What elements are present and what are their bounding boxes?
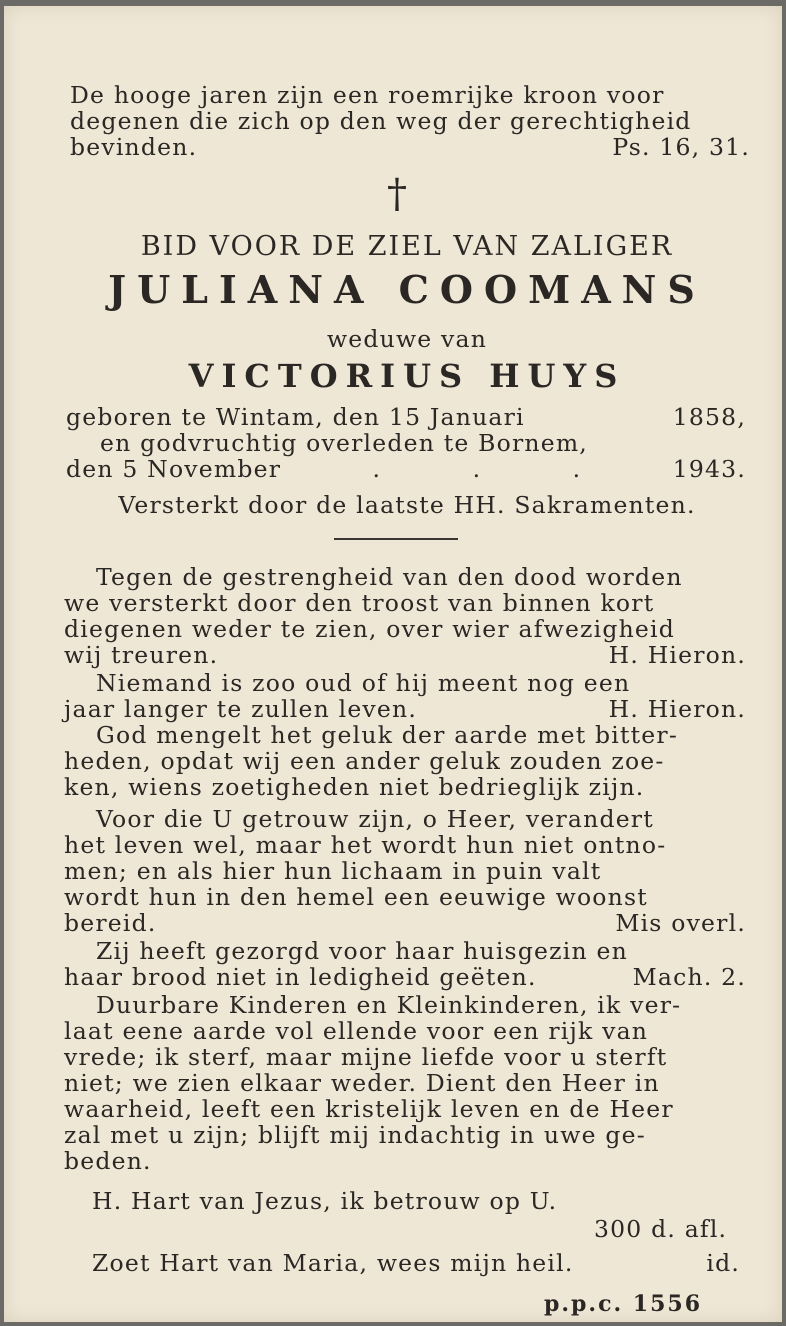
- quote-reference: Mach. 2.: [632, 963, 746, 991]
- epigraph-text-3: bevinden.: [70, 133, 198, 161]
- quote-line: we versterkt door den troost van binnen kort: [64, 589, 655, 617]
- quote-text: bereid.: [64, 909, 157, 937]
- husband-name: VICTORIUS HUYS: [188, 357, 626, 395]
- quote-line: God mengelt het geluk der aarde met bitter-: [96, 721, 678, 749]
- quote-end-line: [64, 910, 746, 936]
- birth-line: [66, 404, 746, 430]
- quote-line: heden, opdat wij een ander geluk zouden zoe-: [64, 747, 665, 775]
- quote-reference: H. Hieron.: [608, 695, 746, 723]
- quote-line: vrede; ik sterf, maar mijne liefde voor u sterft: [64, 1043, 668, 1071]
- death-date-text: den 5 November: [66, 455, 282, 483]
- quote-end-line: [64, 696, 746, 722]
- quote-end-line: [64, 642, 746, 668]
- memorial-card: [4, 6, 782, 1322]
- epigraph-line-1: [70, 82, 750, 108]
- quote-line: niet; we zien elkaar weder. Dient den Heer in: [64, 1069, 660, 1097]
- quote-line: waarheid, leeft een kristelijk leven en de Heer: [64, 1095, 674, 1123]
- quote-line: ken, wiens zoetigheden niet bedrieglijk zijn.: [64, 773, 645, 801]
- quote-line: het leven wel, maar het wordt hun niet ontno-: [64, 831, 667, 859]
- quote-end-line: [64, 964, 746, 990]
- birth-text: geboren te Wintam, den 15 Januari: [66, 403, 525, 431]
- deceased-name: JULIANA COOMANS: [108, 267, 706, 312]
- epigraph-text-1: De hooge jaren zijn een roemrijke kroon voor: [70, 81, 665, 109]
- death-date-line: [66, 456, 746, 482]
- quote-line: Voor die U getrouw zijn, o Heer, verandert: [96, 805, 654, 833]
- leader-dot: .: [472, 455, 482, 483]
- prayer-line-2: [92, 1250, 740, 1276]
- quote-line: Zij heeft gezorgd voor haar huisgezin en: [96, 937, 628, 965]
- quote-text: haar brood niet in ledigheid geëten.: [64, 963, 537, 991]
- quote-line: Niemand is zoo oud of hij meent nog een: [96, 669, 631, 697]
- quote-text: jaar langer te zullen leven.: [64, 695, 418, 723]
- prayer-heading: BID VOOR DE ZIEL VAN ZALIGER: [140, 231, 674, 262]
- indulgence-1: 300 d. afl.: [594, 1215, 728, 1243]
- quote-line: Duurbare Kinderen en Kleinkinderen, ik ver-: [96, 991, 682, 1019]
- quote-line: men; en als hier hun lichaam in puin valt: [64, 857, 602, 885]
- leader-dot: .: [572, 455, 582, 483]
- quote-reference: H. Hieron.: [608, 641, 746, 669]
- epigraph-text-2: degenen die zich op den weg der gerechtigheid: [70, 107, 692, 135]
- quote-text: wij treuren.: [64, 641, 219, 669]
- prayer-text-2: Zoet Hart van Maria, wees mijn heil.: [92, 1249, 574, 1277]
- quote-reference: Mis overl.: [615, 909, 746, 937]
- epigraph-reference: Ps. 16, 31.: [612, 133, 750, 161]
- epigraph-line-3: [70, 134, 750, 160]
- quote-line: Tegen de gestrengheid van den dood worden: [96, 563, 683, 591]
- quote-line: zal met u zijn; blijft mij indachtig in uwe ge-: [64, 1121, 646, 1149]
- epigraph-line-2: [70, 108, 750, 134]
- divider: [334, 538, 458, 540]
- cross-icon: †: [387, 171, 407, 217]
- indulgence-2: id.: [706, 1249, 740, 1277]
- birth-year: 1858,: [672, 403, 746, 431]
- quote-line: wordt hun in den hemel een eeuwige woonst: [64, 883, 648, 911]
- sacraments-line: Versterkt door de laatste HH. Sakramenten.: [118, 491, 696, 519]
- death-year: 1943.: [672, 455, 746, 483]
- death-line: en godvruchtig overleden te Bornem,: [100, 429, 588, 457]
- quote-line: diegenen weder te zien, over wier afwezigheid: [64, 615, 675, 643]
- prayer-line-1: H. Hart van Jezus, ik betrouw op U.: [92, 1187, 558, 1215]
- quote-line: beden.: [64, 1147, 152, 1175]
- printer-mark: p.p.c. 1556: [544, 1291, 703, 1317]
- quote-line: laat eene aarde vol ellende voor een rijk van: [64, 1017, 649, 1045]
- leader-dot: .: [372, 455, 382, 483]
- widow-of-label: weduwe van: [326, 325, 488, 353]
